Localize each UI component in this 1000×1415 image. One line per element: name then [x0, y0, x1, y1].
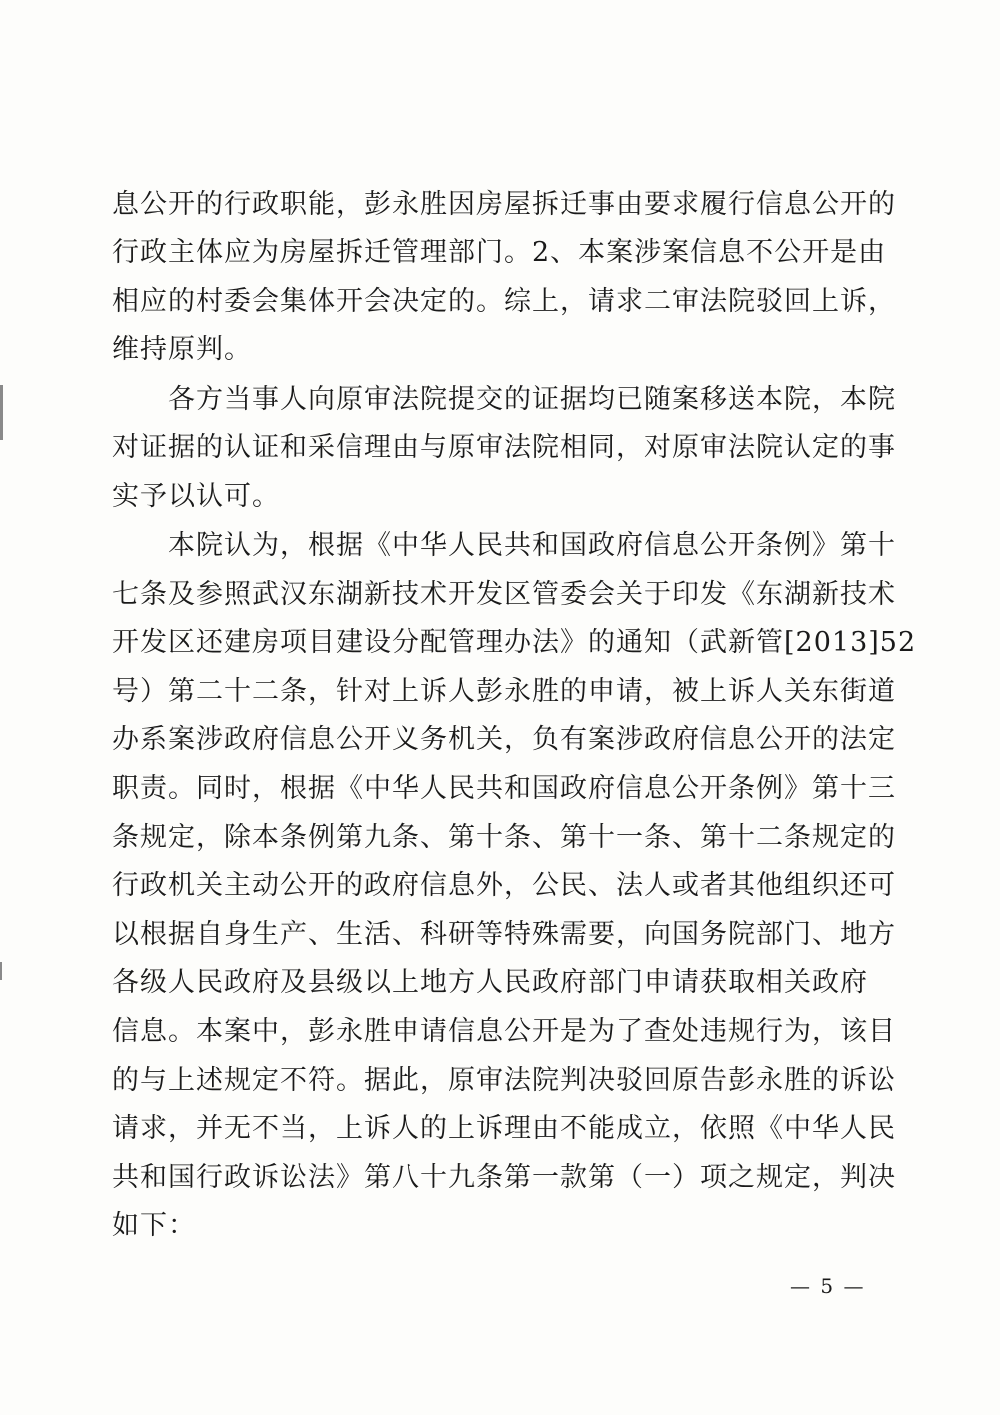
- text-line: 相应的村委会集体开会决定的。综上，请求二审法院驳回上诉，: [112, 286, 896, 317]
- text-line: 开发区还建房项目建设分配管理办法》的通知（武新管[2013]52: [112, 627, 917, 658]
- text-line: 各级人民政府及县级以上地方人民政府部门申请获取相关政府: [112, 967, 868, 998]
- text-line: 行政主体应为房屋拆迁管理部门。2、本案涉案信息不公开是由: [112, 237, 887, 268]
- page-number: — 5 —: [790, 1274, 866, 1298]
- text-line: 号）第二十二条，针对上诉人彭永胜的申请，被上诉人关东街道: [112, 676, 896, 707]
- text-line: 如下：: [112, 1210, 196, 1241]
- scan-edge-mark: [0, 385, 3, 440]
- text-line: 信息。本案中，彭永胜申请信息公开是为了查处违规行为，该目: [112, 1016, 896, 1047]
- text-line: 实予以认可。: [112, 481, 280, 512]
- text-line: 条规定，除本条例第九条、第十条、第十一条、第十二条规定的: [112, 822, 896, 853]
- paragraph-first-line: 各方当事人向原审法院提交的证据均已随案移送本院，本院: [168, 384, 896, 415]
- text-line: 请求，并无不当，上诉人的上诉理由不能成立，依照《中华人民: [112, 1113, 896, 1144]
- text-line: 以根据自身生产、生活、科研等特殊需要，向国务院部门、地方: [112, 919, 896, 950]
- text-line: 息公开的行政职能，彭永胜因房屋拆迁事由要求履行信息公开的: [112, 189, 896, 220]
- text-line: 行政机关主动公开的政府信息外，公民、法人或者其他组织还可: [112, 870, 896, 901]
- text-line: 办系案涉政府信息公开义务机关，负有案涉政府信息公开的法定: [112, 724, 896, 755]
- text-line: 共和国行政诉讼法》第八十九条第一款第（一）项之规定，判决: [112, 1162, 896, 1193]
- text-line: 的与上述规定不符。据此，原审法院判决驳回原告彭永胜的诉讼: [112, 1065, 896, 1096]
- text-line: 对证据的认证和采信理由与原审法院相同，对原审法院认定的事: [112, 432, 896, 463]
- text-line: 职责。同时，根据《中华人民共和国政府信息公开条例》第十三: [112, 773, 896, 804]
- text-line: 维持原判。: [112, 334, 252, 365]
- scan-edge-mark: [0, 962, 2, 980]
- paragraph-first-line: 本院认为，根据《中华人民共和国政府信息公开条例》第十: [168, 530, 896, 561]
- text-line: 七条及参照武汉东湖新技术开发区管委会关于印发《东湖新技术: [112, 579, 896, 610]
